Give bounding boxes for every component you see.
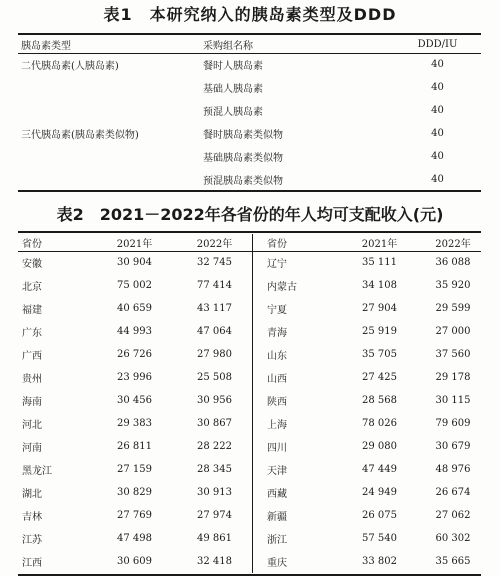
table-row	[18, 527, 484, 550]
table-row	[18, 274, 484, 297]
ddd-cell: 40	[431, 82, 444, 93]
income-2021-cell: 29 383	[117, 418, 152, 429]
province-cell: 河北	[22, 420, 42, 431]
ddd-cell: 40	[431, 105, 444, 116]
province-cell: 青海	[267, 328, 287, 339]
province-cell: 黑龙江	[22, 466, 52, 477]
table2-title: 表2 2021－2022年各省份的年人均可支配收入(元)	[56, 205, 444, 224]
province-cell: 陕西	[267, 397, 287, 408]
table-row	[18, 53, 484, 76]
table-row	[18, 435, 484, 458]
insulin-type-cell	[18, 168, 203, 191]
income-2022-cell: 48 976	[435, 464, 471, 475]
income-2021-cell: 40 659	[117, 303, 152, 314]
income-2021-cell: 27 159	[117, 464, 152, 475]
table-row	[18, 76, 484, 99]
table2	[18, 234, 484, 573]
income-2022-cell: 27 974	[177, 504, 253, 527]
header-2021-right: 2021年	[361, 239, 398, 250]
province-cell: 天津	[267, 466, 287, 477]
insulin-type-cell	[18, 145, 203, 168]
province-cell: 宁夏	[267, 305, 287, 316]
province-cell: 吉林	[22, 512, 42, 523]
income-2021-cell: 30 904	[117, 257, 152, 268]
procurement-group-cell: 基础人胰岛素	[203, 84, 263, 95]
income-2022-cell: 35 920	[435, 280, 471, 291]
procurement-group-cell: 餐时胰岛素类似物	[203, 130, 283, 141]
header-province-left: 省份	[22, 239, 42, 250]
insulin-type-cell: 三代胰岛素(胰岛素类似物)	[21, 130, 139, 141]
income-2021-cell: 26 811	[117, 441, 152, 452]
province-cell: 安徽	[22, 259, 42, 270]
table-row	[18, 320, 484, 343]
table-row	[18, 389, 484, 412]
income-2021-cell: 27 425	[362, 372, 397, 383]
income-2021-cell: 30 609	[117, 556, 152, 567]
table-row	[18, 343, 484, 366]
table-row	[18, 481, 484, 504]
ddd-cell: 40	[431, 174, 444, 185]
income-2022-cell: 30 679	[435, 441, 471, 452]
province-cell: 山西	[267, 374, 287, 385]
table1-header-ddd: DDD/IU	[417, 39, 458, 50]
province-cell: 广西	[22, 351, 42, 362]
header-2021-left: 2021年	[116, 239, 153, 250]
insulin-type-cell: 二代胰岛素(人胰岛素)	[21, 61, 119, 72]
province-cell: 新疆	[267, 512, 287, 523]
income-2021-cell: 47 498	[117, 533, 152, 544]
table2-top-rule	[18, 231, 481, 233]
province-cell: 辽宁	[267, 259, 287, 270]
income-2022-cell: 28 222	[177, 435, 253, 458]
income-2022-cell: 30 867	[177, 412, 253, 435]
table-row	[18, 99, 484, 122]
income-2021-cell: 28 568	[362, 395, 397, 406]
table-row	[18, 458, 484, 481]
income-2021-cell: 23 996	[117, 372, 152, 383]
income-2022-cell: 25 508	[177, 366, 253, 389]
table-row	[18, 145, 484, 168]
table1-header-row	[18, 36, 484, 53]
income-2021-cell: 33 802	[362, 556, 397, 567]
income-2022-cell: 27 000	[435, 326, 471, 337]
income-2021-cell: 44 993	[117, 326, 152, 337]
table-row	[18, 168, 484, 191]
income-2022-cell: 28 345	[177, 458, 253, 481]
income-2021-cell: 57 540	[362, 533, 397, 544]
table-row	[18, 412, 484, 435]
table1	[18, 36, 484, 191]
procurement-group-cell: 基础胰岛素类似物	[203, 153, 283, 164]
table-row	[18, 251, 484, 274]
ddd-cell: 40	[431, 59, 444, 70]
province-cell: 四川	[267, 443, 287, 454]
income-2022-cell: 30 956	[177, 389, 253, 412]
province-cell: 湖北	[22, 489, 42, 500]
income-2021-cell: 24 949	[362, 487, 397, 498]
table-row	[18, 366, 484, 389]
income-2022-cell: 32 418	[177, 550, 253, 573]
income-2022-cell: 26 674	[435, 487, 471, 498]
table-row	[18, 504, 484, 527]
income-2021-cell: 25 919	[362, 326, 397, 337]
table1-header-type: 胰岛素类型	[21, 41, 71, 52]
income-2021-cell: 27 769	[117, 510, 152, 521]
province-cell: 江苏	[22, 535, 42, 546]
table2-header-row	[18, 234, 484, 251]
province-cell: 河南	[22, 443, 42, 454]
income-2021-cell: 26 726	[117, 349, 152, 360]
income-2021-cell: 78 026	[362, 418, 397, 429]
income-2022-cell: 27 062	[435, 510, 471, 521]
table-row	[18, 550, 484, 573]
income-2022-cell: 30 115	[435, 395, 471, 406]
province-cell: 山东	[267, 351, 287, 362]
province-cell: 重庆	[267, 558, 287, 569]
procurement-group-cell: 预混胰岛素类似物	[203, 176, 283, 187]
income-2021-cell: 47 449	[362, 464, 397, 475]
table1-title: 表1 本研究纳入的胰岛素类型及DDD	[103, 5, 397, 24]
income-2022-cell: 47 064	[177, 320, 253, 343]
income-2022-cell: 77 414	[177, 274, 253, 297]
province-cell: 西藏	[267, 489, 287, 500]
table-row	[18, 297, 484, 320]
province-cell: 北京	[22, 282, 42, 293]
income-2022-cell: 35 665	[435, 556, 471, 567]
table2-bottom-rule	[18, 574, 481, 576]
province-cell: 广东	[22, 328, 42, 339]
province-cell: 浙江	[267, 535, 287, 546]
income-2021-cell: 26 075	[362, 510, 397, 521]
income-2022-cell: 29 178	[435, 372, 471, 383]
income-2022-cell: 30 913	[177, 481, 253, 504]
province-cell: 江西	[22, 558, 42, 569]
insulin-type-cell	[18, 76, 203, 99]
income-2022-cell: 32 745	[177, 251, 253, 274]
table-row	[18, 122, 484, 145]
income-2021-cell: 75 002	[117, 280, 152, 291]
income-2021-cell: 30 456	[117, 395, 152, 406]
procurement-group-cell: 餐时人胰岛素	[203, 61, 263, 72]
province-cell: 上海	[267, 420, 287, 431]
ddd-cell: 40	[431, 151, 444, 162]
income-2021-cell: 34 108	[362, 280, 397, 291]
income-2022-cell: 49 861	[177, 527, 253, 550]
header-2022-right: 2022年	[435, 239, 471, 250]
province-cell: 福建	[22, 305, 42, 316]
income-2021-cell: 27 904	[362, 303, 397, 314]
income-2022-cell: 60 302	[435, 533, 471, 544]
income-2022-cell: 27 980	[177, 343, 253, 366]
procurement-group-cell: 预混人胰岛素	[203, 107, 263, 118]
income-2021-cell: 35 705	[362, 349, 397, 360]
province-cell: 海南	[22, 397, 42, 408]
province-cell: 内蒙古	[267, 282, 297, 293]
income-2022-cell: 36 088	[435, 257, 471, 268]
income-2021-cell: 35 111	[362, 257, 397, 268]
header-province-right: 省份	[267, 239, 287, 250]
insulin-type-cell	[18, 99, 203, 122]
income-2021-cell: 30 829	[117, 487, 152, 498]
income-2022-cell: 43 117	[177, 297, 253, 320]
income-2022-cell: 37 560	[435, 349, 471, 360]
income-2022-cell: 29 599	[435, 303, 471, 314]
income-2021-cell: 29 080	[362, 441, 397, 452]
income-2022-cell: 79 609	[435, 418, 471, 429]
header-2022-left: 2022年	[177, 234, 253, 251]
table1-header-group: 采购组名称	[203, 41, 253, 52]
table1-top-rule	[18, 33, 481, 35]
province-cell: 贵州	[22, 374, 42, 385]
ddd-cell: 40	[431, 128, 444, 139]
